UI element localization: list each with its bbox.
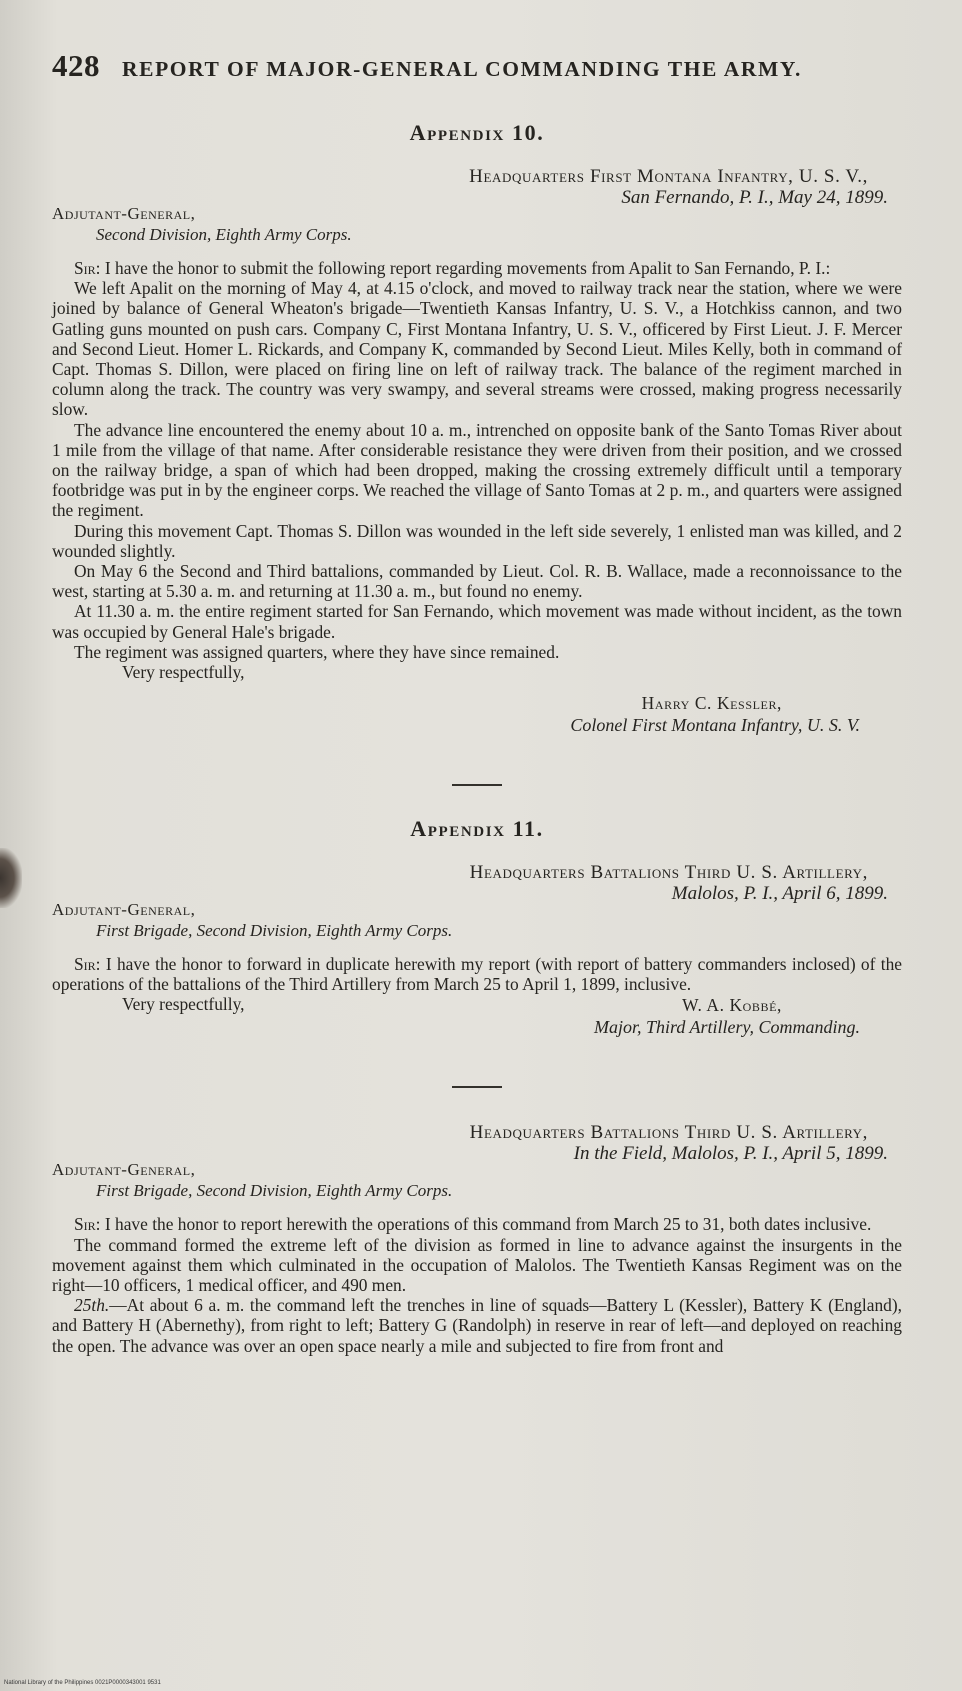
paragraph: The advance line encountered the enemy about 10 a. m., intrenched on opposite bank of the Santo Tomas River about 1 mile from the village of that name. After considerable resistance they were driven from their position, and we crossed on the railway bridge, a span of which had been dropped, making the crossing extremely difficult until a temporary footbridge was put in by the engineer corps. We reached the village of Santo Tomas at 2 p. m., and quarters were assigned the regiment.	[52, 419, 902, 521]
running-header	[52, 48, 902, 84]
addressee: Adjutant-General,	[52, 900, 196, 920]
place-date-line: Malolos, P. I., April 6, 1899.	[671, 883, 888, 905]
scan-footer: National Library of the Philippines 0021P0000343001 9531	[4, 1680, 161, 1686]
paragraph-text: I have the honor to forward in duplicate herewith my report (with report of battery commanders inclosed) of the operations of the battalions of the Third Artillery from March 25 to April 1, 1899, inclusive.	[52, 954, 903, 995]
salutation: Sir:	[74, 954, 101, 975]
headquarters-line: Headquarters Battalions Third U. S. Artillery,	[469, 862, 868, 884]
letter-heading	[52, 166, 902, 208]
appendix-11-section	[52, 816, 902, 1356]
paragraph: On May 6 the Second and Third battalions, commanded by Lieut. Col. R. B. Wallace, made a reconnoissance to the west, starting at 5.30 a. m. and returning at 11.30 a. m., but found no enemy.	[52, 561, 902, 602]
paragraph	[52, 1214, 902, 1234]
addressee: Adjutant-General,	[52, 204, 196, 223]
signature-name: Harry C. Kessler,	[641, 693, 782, 714]
paragraph: The regiment was assigned quarters, where they have since remained.	[74, 641, 560, 662]
salutation: Sir:	[74, 258, 101, 278]
appendix-10-section	[52, 120, 902, 736]
closing: Very respectfully,	[122, 662, 245, 683]
section-divider	[452, 784, 502, 786]
thumb-shadow	[0, 848, 22, 908]
place-date-line: San Fernando, P. I., May 24, 1899.	[621, 187, 888, 208]
paragraph-text: —At about 6 a. m. the command left the trenches in line of squads—Battery L (Kessler), Battery K (England), and Battery H (Abernethy), from right to left; Battery G (Randolph) in reserve in rear of left—and deployed on reaching the open. The advance was over an open space nearly a mile and subjected to fire from front and	[52, 1295, 902, 1356]
paragraph: We left Apalit on the morning of May 4, at 4.15 o'clock, and moved to railway track near the station, where we were joined by balance of General Wheaton's brigade—Twentieth Kansas Infantry, U. S. V., a Hotchkiss cannon, and two Gatling guns mounted on push cars. Company C, First Montana Infantry, U. S. V., officered by First Lieut. J. F. Mercer and Second Lieut. Homer L. Rickards, and Company K, commanded by Second Lieut. Miles Kelly, both in command of Capt. Thomas S. Dillon, were placed on firing line on left of railway track. The balance of the regiment marched in column along the track. The country was very swampy, and several streams were crossed, making progress necessarily slow.	[52, 278, 902, 420]
place-date-line: In the Field, Malolos, P. I., April 5, 1899.	[573, 1143, 888, 1165]
paragraph-text: I have the honor to submit the following report regarding movements from Apalit to San Fernando, P. I.:	[104, 258, 831, 278]
letter-heading	[52, 862, 902, 904]
appendix-11-title: Appendix 11.	[410, 816, 544, 842]
date-lead: 25th.	[74, 1295, 110, 1316]
paragraph-text: I have the honor to report herewith the operations of this command from March 25 to 31, both dates inclusive.	[104, 1214, 872, 1235]
paragraph	[52, 258, 902, 278]
paragraph: The command formed the extreme left of the division as formed in line to advance against the insurgents in the movement against them which culminated in the occupation of Malolos. The Twentieth Kansas Regiment was on the right—10 officers, 1 medical officer, and 490 men.	[52, 1234, 902, 1296]
page-number: 428	[52, 48, 100, 83]
letter-body	[52, 1214, 902, 1355]
addressee-unit: First Brigade, Second Division, Eighth Army Corps.	[96, 1181, 453, 1201]
salutation: Sir:	[74, 1214, 101, 1235]
addressee-unit: Second Division, Eighth Army Corps.	[96, 225, 352, 244]
closing: Very respectfully,	[122, 994, 245, 1015]
headquarters-line: Headquarters Battalions Third U. S. Artillery,	[469, 1122, 868, 1144]
appendix-10-title: Appendix 10.	[409, 120, 545, 145]
signature-name: W. A. Kobbé,	[682, 995, 782, 1016]
running-title: REPORT OF MAJOR-GENERAL COMMANDING THE ARMY.	[122, 57, 803, 81]
paragraph	[52, 1295, 902, 1356]
addressee-unit: First Brigade, Second Division, Eighth Army Corps.	[96, 921, 453, 941]
paragraph: During this movement Capt. Thomas S. Dillon was wounded in the left side severely, 1 enlisted man was killed, and 2 wounded slightly.	[52, 520, 902, 561]
signature-title: Colonel First Montana Infantry, U. S. V.	[570, 715, 860, 736]
signature-title: Major, Third Artillery, Commanding.	[593, 1017, 860, 1038]
letter-body	[52, 258, 902, 682]
paragraph	[52, 954, 902, 994]
letter-heading	[52, 1122, 902, 1164]
section-divider	[452, 1086, 502, 1088]
paragraph: At 11.30 a. m. the entire regiment started for San Fernando, which movement was made without incident, as the town was occupied by General Hale's brigade.	[52, 601, 902, 642]
addressee: Adjutant-General,	[52, 1160, 196, 1180]
headquarters-line: Headquarters First Montana Infantry, U. S. V.,	[469, 166, 868, 187]
